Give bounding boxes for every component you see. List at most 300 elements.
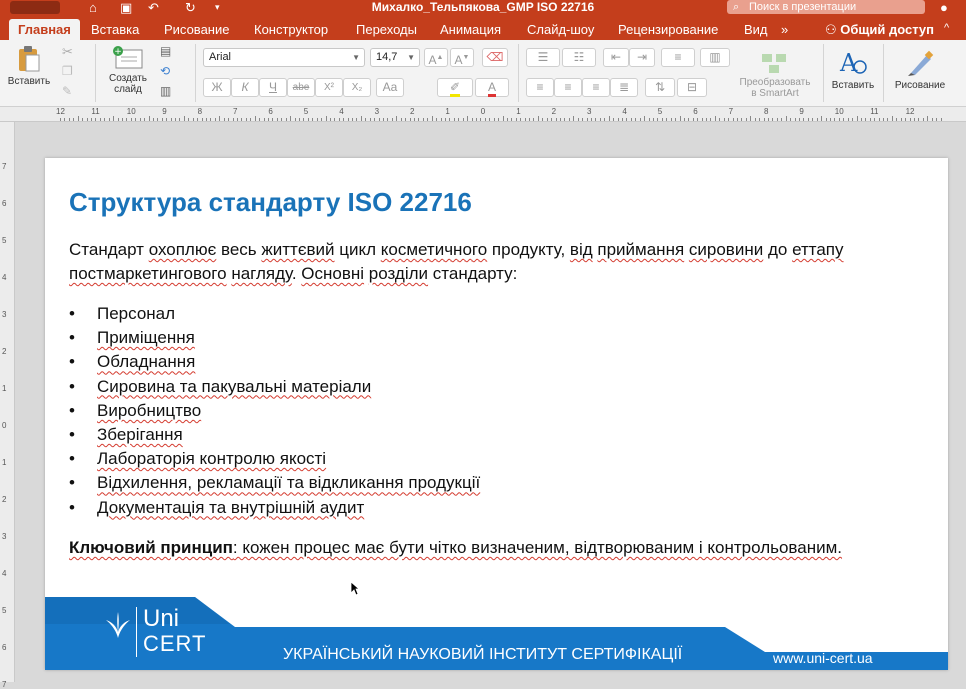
bullet-icon: • <box>69 473 75 493</box>
ruler-tick <box>396 116 397 121</box>
ruler-tick <box>507 118 508 121</box>
ribbon-separator <box>195 44 196 102</box>
bullet-icon: • <box>69 304 75 323</box>
ruler-label: 0 <box>2 421 7 430</box>
bullets-icon: ☰ <box>537 50 549 64</box>
ruler-tick <box>511 118 512 121</box>
ruler-tick <box>449 118 450 121</box>
ruler-tick <box>848 118 849 121</box>
ruler-tick <box>533 118 534 121</box>
ribbon-separator <box>518 44 519 102</box>
ruler-tick <box>339 118 340 121</box>
ruler-tick <box>812 118 813 121</box>
redo-icon[interactable]: ↻ <box>185 0 196 15</box>
ruler-tick <box>387 118 388 121</box>
ruler-tick <box>746 118 747 121</box>
reset-icon[interactable]: ⟲ <box>160 64 171 78</box>
ruler-tick <box>529 118 530 121</box>
ruler-tick <box>91 118 92 121</box>
ruler-label: 1 <box>2 458 7 467</box>
ruler-tick <box>162 118 163 121</box>
ruler-tick <box>392 118 393 121</box>
text-run: продукту, <box>487 240 570 259</box>
align-right-icon: ≡ <box>592 80 600 94</box>
text-run: стандарту: <box>428 264 518 283</box>
ruler-tick <box>286 118 287 121</box>
intro-paragraph[interactable] <box>69 238 925 286</box>
ruler-tick <box>202 118 203 121</box>
ribbon <box>0 40 966 107</box>
paste-label: Вставить <box>7 76 51 87</box>
ruler-tick <box>321 118 322 121</box>
ruler-tick <box>587 118 588 121</box>
logo-uni: Uni <box>143 605 180 632</box>
tab-review[interactable]: Рецензирование <box>618 22 719 37</box>
ruler-tick <box>361 116 362 121</box>
ruler-tick <box>755 118 756 121</box>
ruler-tick <box>684 118 685 121</box>
ruler-tick <box>910 118 911 121</box>
ruler-tick <box>224 118 225 121</box>
bold-label: Ж <box>211 80 223 94</box>
ruler-tick <box>153 118 154 121</box>
ruler-tick <box>777 118 778 121</box>
ruler-label: 6 <box>2 643 7 652</box>
ruler-tick <box>649 118 650 121</box>
save-icon[interactable]: ▣ <box>120 0 133 15</box>
ruler-label: 11 <box>91 107 100 116</box>
text-run: Стандарт <box>69 240 149 259</box>
ruler-tick <box>175 118 176 121</box>
ruler-label: 1 <box>2 384 7 393</box>
ruler-tick <box>604 118 605 121</box>
title-bar <box>0 0 966 17</box>
tab-animations[interactable]: Анимация <box>440 22 502 37</box>
ruler-tick <box>135 118 136 121</box>
outdent-icon: ⇤ <box>610 50 622 64</box>
ruler-tick <box>613 118 614 121</box>
list-item-text: Виробництво <box>97 400 202 420</box>
change-case-button[interactable]: Aa <box>376 78 404 97</box>
text-run: від <box>569 240 593 259</box>
ruler-tick <box>219 116 220 121</box>
search-placeholder: Поиск в презентации <box>749 1 857 13</box>
ruler-tick <box>197 118 198 121</box>
paste-icon <box>17 45 41 73</box>
ruler-label: 3 <box>374 107 380 116</box>
ruler-tick <box>215 118 216 121</box>
ruler-tick <box>520 118 521 121</box>
ruler-tick <box>808 118 809 121</box>
ruler-tick <box>551 118 552 121</box>
ruler-tick <box>78 116 79 121</box>
ruler-tick <box>635 118 636 121</box>
ruler-label: 9 <box>799 107 804 116</box>
ruler-label: 2 <box>2 347 7 356</box>
ruler-tick <box>790 118 791 121</box>
ruler-tick <box>768 118 769 121</box>
bullets-button[interactable] <box>526 48 560 67</box>
align-right-button[interactable] <box>582 78 610 97</box>
text-run: сировини <box>688 240 764 259</box>
ruler-tick <box>795 118 796 121</box>
clear-format-icon: ⌫ <box>486 50 504 64</box>
ruler-tick <box>348 118 349 121</box>
ruler-label: 3 <box>2 532 7 541</box>
ruler-tick <box>826 118 827 121</box>
ruler-tick <box>149 116 150 121</box>
ruler-tick <box>69 118 70 121</box>
italic-button[interactable] <box>231 78 259 97</box>
ruler-tick <box>246 118 247 121</box>
ruler-tick <box>759 118 760 121</box>
ruler-label: 8 <box>197 107 203 116</box>
ruler-tick <box>494 118 495 121</box>
text-run: охоплює <box>148 240 217 259</box>
bullet-icon: • <box>69 328 75 348</box>
justify-icon: ≣ <box>618 80 630 94</box>
ruler-tick <box>157 118 158 121</box>
new-slide-icon <box>112 46 144 70</box>
ruler-label: 5 <box>2 236 7 245</box>
mouse-cursor-icon <box>350 581 360 596</box>
ruler-tick <box>697 118 698 121</box>
chevron-down-icon: ▼ <box>407 53 415 62</box>
decrease-indent-button[interactable] <box>603 48 629 67</box>
ruler-tick <box>556 118 557 121</box>
search-input[interactable] <box>727 0 925 14</box>
ruler-tick <box>370 118 371 121</box>
ruler-tick <box>193 118 194 121</box>
ruler-tick <box>865 118 866 121</box>
ribbon-separator <box>823 44 824 102</box>
ruler-tick <box>666 118 667 121</box>
highlight-button[interactable] <box>437 78 473 97</box>
ruler-tick <box>423 118 424 121</box>
ruler-tick <box>64 118 65 121</box>
text-run: життєвий <box>261 240 335 259</box>
ruler-tick <box>272 118 273 121</box>
more-tabs-button[interactable]: » <box>781 22 789 37</box>
ruler-tick <box>870 118 871 121</box>
ruler-tick <box>600 118 601 121</box>
layout-icon[interactable]: ▤ <box>160 44 172 58</box>
list-item <box>69 350 480 374</box>
align-text-button[interactable] <box>677 78 707 97</box>
tab-design[interactable]: Конструктор <box>254 22 329 37</box>
ruler-tick <box>927 116 928 121</box>
ruler-tick <box>582 118 583 121</box>
strikethrough-button[interactable] <box>287 78 315 97</box>
ruler-tick <box>874 118 875 121</box>
share-button[interactable]: ⚇ Общий доступ <box>825 22 935 37</box>
tab-insert[interactable]: Вставка <box>91 22 140 37</box>
line-spacing-icon: ≡ <box>674 50 682 64</box>
ruler-tick <box>516 118 517 121</box>
smartart-icon <box>760 52 790 74</box>
tab-home[interactable]: Главная <box>9 19 80 40</box>
text-direction-button[interactable] <box>645 78 675 97</box>
font-size-select[interactable] <box>370 48 420 67</box>
ruler-tick <box>657 118 658 121</box>
ruler-label: 6 <box>2 199 7 208</box>
ruler-tick <box>122 118 123 121</box>
ruler-tick <box>445 118 446 121</box>
list-item <box>69 375 480 399</box>
underline-button[interactable] <box>259 78 287 97</box>
logo-leaf-icon <box>103 610 133 640</box>
ruler-tick <box>476 118 477 121</box>
logo-divider <box>136 607 137 657</box>
ruler-tick <box>706 118 707 121</box>
key-principle[interactable] <box>69 536 842 560</box>
ruler-tick <box>710 118 711 121</box>
align-left-button[interactable] <box>526 78 554 97</box>
justify-button[interactable] <box>610 78 638 97</box>
superscript-button[interactable] <box>315 78 343 97</box>
ruler-tick <box>618 118 619 121</box>
ruler-tick <box>591 118 592 121</box>
ruler-tick <box>741 118 742 121</box>
ruler-label: 5 <box>657 107 663 116</box>
tab-draw[interactable]: Рисование <box>164 22 230 37</box>
tab-transitions[interactable]: Переходы <box>356 22 417 37</box>
text-run: . <box>291 264 302 283</box>
ruler-tick <box>463 118 464 121</box>
ruler-tick <box>268 118 269 121</box>
insert-shapes-button[interactable] <box>828 49 878 91</box>
ruler-label: 1 <box>445 107 450 116</box>
text-run: розділи <box>368 264 429 283</box>
decrease-font-button[interactable]: A▼ <box>450 48 474 67</box>
strike-label: abe <box>292 82 310 93</box>
cut-icon[interactable]: ✂ <box>62 44 73 59</box>
ruler-label: 6 <box>268 107 273 116</box>
ruler-tick <box>936 118 937 121</box>
align-left-icon: ≡ <box>536 80 544 94</box>
ruler-tick <box>299 118 300 121</box>
ruler-tick <box>100 118 101 121</box>
text-run: приймання <box>597 240 685 259</box>
ruler-tick <box>472 118 473 121</box>
ruler-tick <box>786 116 787 121</box>
tab-slideshow[interactable]: Слайд-шоу <box>527 22 595 37</box>
ruler-tick <box>87 118 88 121</box>
text-run: косметичного <box>380 240 488 259</box>
ruler-label: 12 <box>905 107 915 116</box>
font-name-select[interactable] <box>203 48 365 67</box>
italic-label: К <box>241 80 249 94</box>
ruler-tick <box>573 116 574 121</box>
list-item <box>69 399 480 423</box>
ruler-tick <box>480 118 481 121</box>
new-slide-button[interactable] <box>103 46 153 95</box>
ribbon-tabs <box>0 17 966 40</box>
ruler-tick <box>887 118 888 121</box>
subscript-button[interactable] <box>343 78 371 97</box>
ruler-tick <box>560 118 561 121</box>
ruler-tick <box>126 118 127 121</box>
ruler-tick <box>538 116 539 121</box>
ruler-label: 7 <box>2 162 7 171</box>
ruler-tick <box>467 116 468 121</box>
ruler-tick <box>728 118 729 121</box>
ruler-tick <box>688 118 689 121</box>
ruler-tick <box>179 118 180 121</box>
logo-cert: CERT <box>143 631 207 656</box>
list-item-text: Обладнання <box>97 352 196 372</box>
key-principle-label: Ключовий принцип <box>69 538 233 557</box>
columns-button[interactable] <box>700 48 730 67</box>
ruler-tick <box>503 116 504 121</box>
ruler-tick <box>233 118 234 121</box>
ruler-label: 8 <box>764 107 769 116</box>
ruler-tick <box>626 118 627 121</box>
ruler-tick <box>228 118 229 121</box>
ruler-tick <box>95 118 96 121</box>
ruler-tick <box>330 118 331 121</box>
bullet-icon: • <box>69 425 75 445</box>
collapse-ribbon-icon[interactable]: ^ <box>944 22 950 34</box>
ruler-tick <box>432 116 433 121</box>
ruler-tick <box>489 118 490 121</box>
numbering-button[interactable] <box>562 48 596 67</box>
ruler-label: 1 <box>516 107 521 116</box>
ruler-label: 3 <box>587 107 592 116</box>
ruler-tick <box>326 116 327 121</box>
ruler-tick <box>184 116 185 121</box>
customize-toolbar-icon[interactable]: ▾ <box>215 2 220 12</box>
ruler-tick <box>724 118 725 121</box>
ruler-tick <box>82 118 83 121</box>
ruler-tick <box>401 118 402 121</box>
paste-button[interactable] <box>7 45 51 87</box>
increase-indent-button[interactable] <box>629 48 655 67</box>
list-item-text: Сировина та пакувальні матеріали <box>97 376 372 396</box>
copy-icon[interactable]: ❐ <box>62 64 73 78</box>
clear-formatting-button[interactable] <box>482 48 508 67</box>
ruler-tick <box>883 118 884 121</box>
bold-button[interactable] <box>203 78 231 97</box>
line-spacing-button[interactable] <box>661 48 695 67</box>
svg-text:A: A <box>840 49 858 77</box>
ruler-tick <box>914 118 915 121</box>
ruler-tick <box>113 116 114 121</box>
bullet-icon: • <box>69 352 75 372</box>
slide-title[interactable]: Структура стандарту ISO 22716 <box>69 187 472 217</box>
ruler-tick <box>250 118 251 121</box>
ruler-tick <box>308 118 309 121</box>
section-icon[interactable]: ▥ <box>160 84 172 98</box>
bullet-icon: • <box>69 400 75 420</box>
ruler-tick <box>356 118 357 121</box>
ruler-tick <box>295 118 296 121</box>
ruler-tick <box>918 118 919 121</box>
ruler-tick <box>60 118 61 121</box>
text-run: Основні <box>301 264 365 283</box>
svg-text:+: + <box>114 47 122 57</box>
numbering-icon: ☷ <box>573 50 585 64</box>
ruler-tick <box>343 118 344 121</box>
ruler-tick <box>365 118 366 121</box>
ruler-tick <box>737 118 738 121</box>
ruler-tick <box>631 118 632 121</box>
ruler-label: 2 <box>410 107 415 116</box>
increase-font-button[interactable]: A▲ <box>424 48 448 67</box>
ruler-tick <box>206 118 207 121</box>
new-slide-label-2: слайд <box>114 84 142 95</box>
undo-icon[interactable]: ↶ <box>148 0 159 15</box>
ruler-tick <box>303 118 304 121</box>
ruler-tick <box>73 118 74 121</box>
ruler-tick <box>352 118 353 121</box>
text-run: постмаркетингового <box>69 264 227 283</box>
window-title: Михалко_Тельпякова_GMP ISO 22716 <box>371 0 595 14</box>
ruler-tick <box>458 118 459 121</box>
text-run: еттапу <box>792 240 844 259</box>
footer-institute-name: УКРАЇНСЬКИЙ НАУКОВИЙ ІНСТИТУТ СЕРТИФІКАЦІЇ <box>283 646 683 663</box>
drawing-button[interactable] <box>890 49 950 91</box>
list-item <box>69 496 480 520</box>
bullet-list[interactable] <box>69 302 480 520</box>
align-center-button[interactable] <box>554 78 582 97</box>
new-slide-label-1: Создать <box>108 73 147 84</box>
ruler-tick <box>932 118 933 121</box>
ruler-tick <box>277 118 278 121</box>
ruler-tick <box>817 118 818 121</box>
ruler-tick <box>427 118 428 121</box>
ruler-tick <box>410 118 411 121</box>
ruler-tick <box>405 118 406 121</box>
home-icon[interactable]: ⌂ <box>89 0 97 15</box>
convert-smartart-button[interactable] <box>733 52 817 99</box>
tab-view[interactable]: Вид <box>744 22 768 37</box>
text-direction-icon: ⇅ <box>654 80 666 94</box>
ruler-label: 5 <box>2 606 7 615</box>
smartart-label-2: в SmartArt <box>751 88 799 99</box>
account-icon[interactable]: ● <box>940 0 948 15</box>
list-item-text: Документація та внутрішній аудит <box>97 497 365 517</box>
ruler-tick <box>166 118 167 121</box>
ruler-tick <box>861 118 862 121</box>
ruler-label: 12 <box>56 107 65 116</box>
slide-canvas[interactable] <box>45 158 948 670</box>
ruler-label: 3 <box>2 310 7 319</box>
ruler-tick <box>671 118 672 121</box>
ruler-tick <box>454 118 455 121</box>
ruler-tick <box>210 118 211 121</box>
ruler-tick <box>830 118 831 121</box>
chevron-down-icon: ▼ <box>352 53 360 62</box>
ruler-tick <box>334 118 335 121</box>
ruler-tick <box>644 116 645 121</box>
bullet-icon: • <box>69 497 75 517</box>
ruler-label: 7 <box>728 107 734 116</box>
ruler-label: 11 <box>870 107 879 116</box>
format-painter-icon[interactable]: ✎ <box>62 84 73 98</box>
font-color-button[interactable] <box>475 78 509 97</box>
ruler-tick <box>892 116 893 121</box>
ruler-tick <box>259 118 260 121</box>
ruler-tick <box>719 118 720 121</box>
ruler-label: 4 <box>339 107 344 116</box>
ruler-label: 2 <box>551 107 557 116</box>
drawing-label: Рисование <box>894 80 946 91</box>
underline-label: Ч <box>269 80 277 94</box>
list-item-text: Зберігання <box>97 425 183 445</box>
ruler-tick <box>436 118 437 121</box>
brush-icon <box>905 49 935 77</box>
